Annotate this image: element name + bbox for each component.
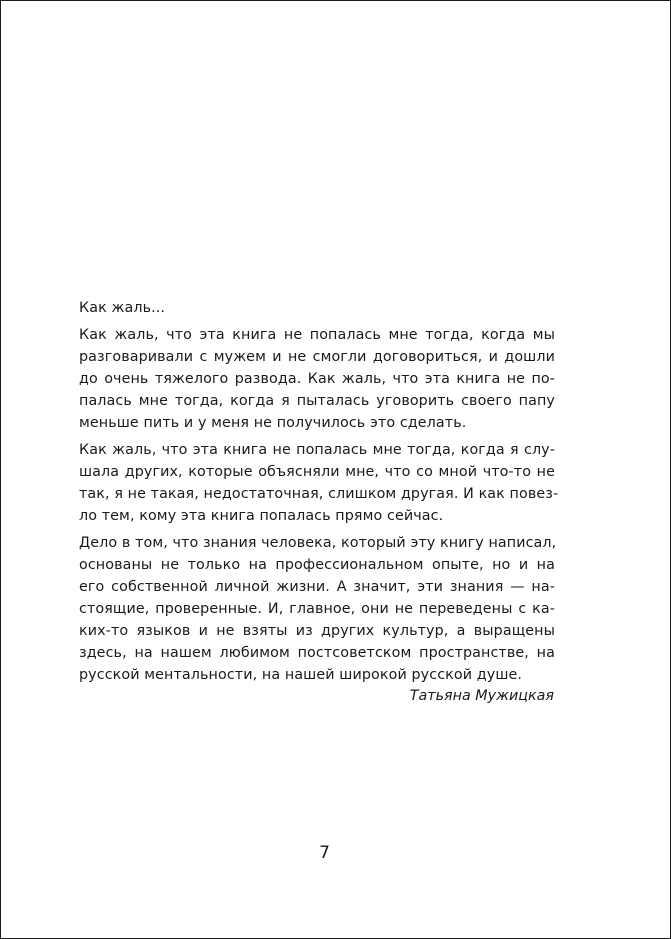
paragraph-line: до очень тяжелого развода. Как жаль, что эта книга не по-	[79, 371, 555, 387]
body-text	[79, 297, 559, 691]
paragraph-1	[79, 324, 555, 434]
paragraph-line: меньше пить и у меня не получилось это сделать.	[79, 415, 467, 431]
paragraph-line: русской ментальности, на нашей широкой русской душе.	[79, 667, 523, 683]
paragraph-line: Дело в том, что знания человека, который эту книгу написал,	[79, 535, 557, 551]
paragraph-3	[79, 532, 555, 686]
paragraph-2	[79, 439, 559, 527]
paragraph-line: его собственной личной жизни. А значит, эти знания — на-	[79, 579, 555, 595]
paragraph-line: так, я не такая, недостаточная, слишком другая. И как повез-	[79, 486, 559, 502]
paragraph-line: Как жаль, что эта книга не попалась мне тогда, когда мы	[79, 327, 555, 343]
paragraph-line: основаны не только на профессиональном опыте, но и на	[79, 557, 555, 573]
paragraph-line: стоящие, проверенные. И, главное, они не переведены с ка-	[79, 601, 555, 617]
paragraph-line: ких-то языков и не взяты из других культур, а выращены	[79, 623, 555, 639]
author-signature: Татьяна Мужицкая	[409, 688, 554, 704]
paragraph-line: Как жаль, что эта книга не попалась мне тогда, когда я слу-	[79, 442, 555, 458]
paragraph-line: разговаривали с мужем и не смогли договориться, и дошли	[79, 349, 555, 365]
paragraph-line: палась мне тогда, когда я пыталась уговорить своего папу	[79, 393, 555, 409]
page-number: 7	[319, 843, 330, 863]
paragraph-line: здесь, на нашем любимом постсоветском пространстве, на	[79, 645, 555, 661]
paragraph-line: ло тем, кому эта книга попалась прямо сейчас.	[79, 508, 444, 524]
paragraph-line: шала других, которые объясняли мне, что со мной что-то не	[79, 464, 555, 480]
intro-line: Как жаль...	[79, 300, 166, 316]
